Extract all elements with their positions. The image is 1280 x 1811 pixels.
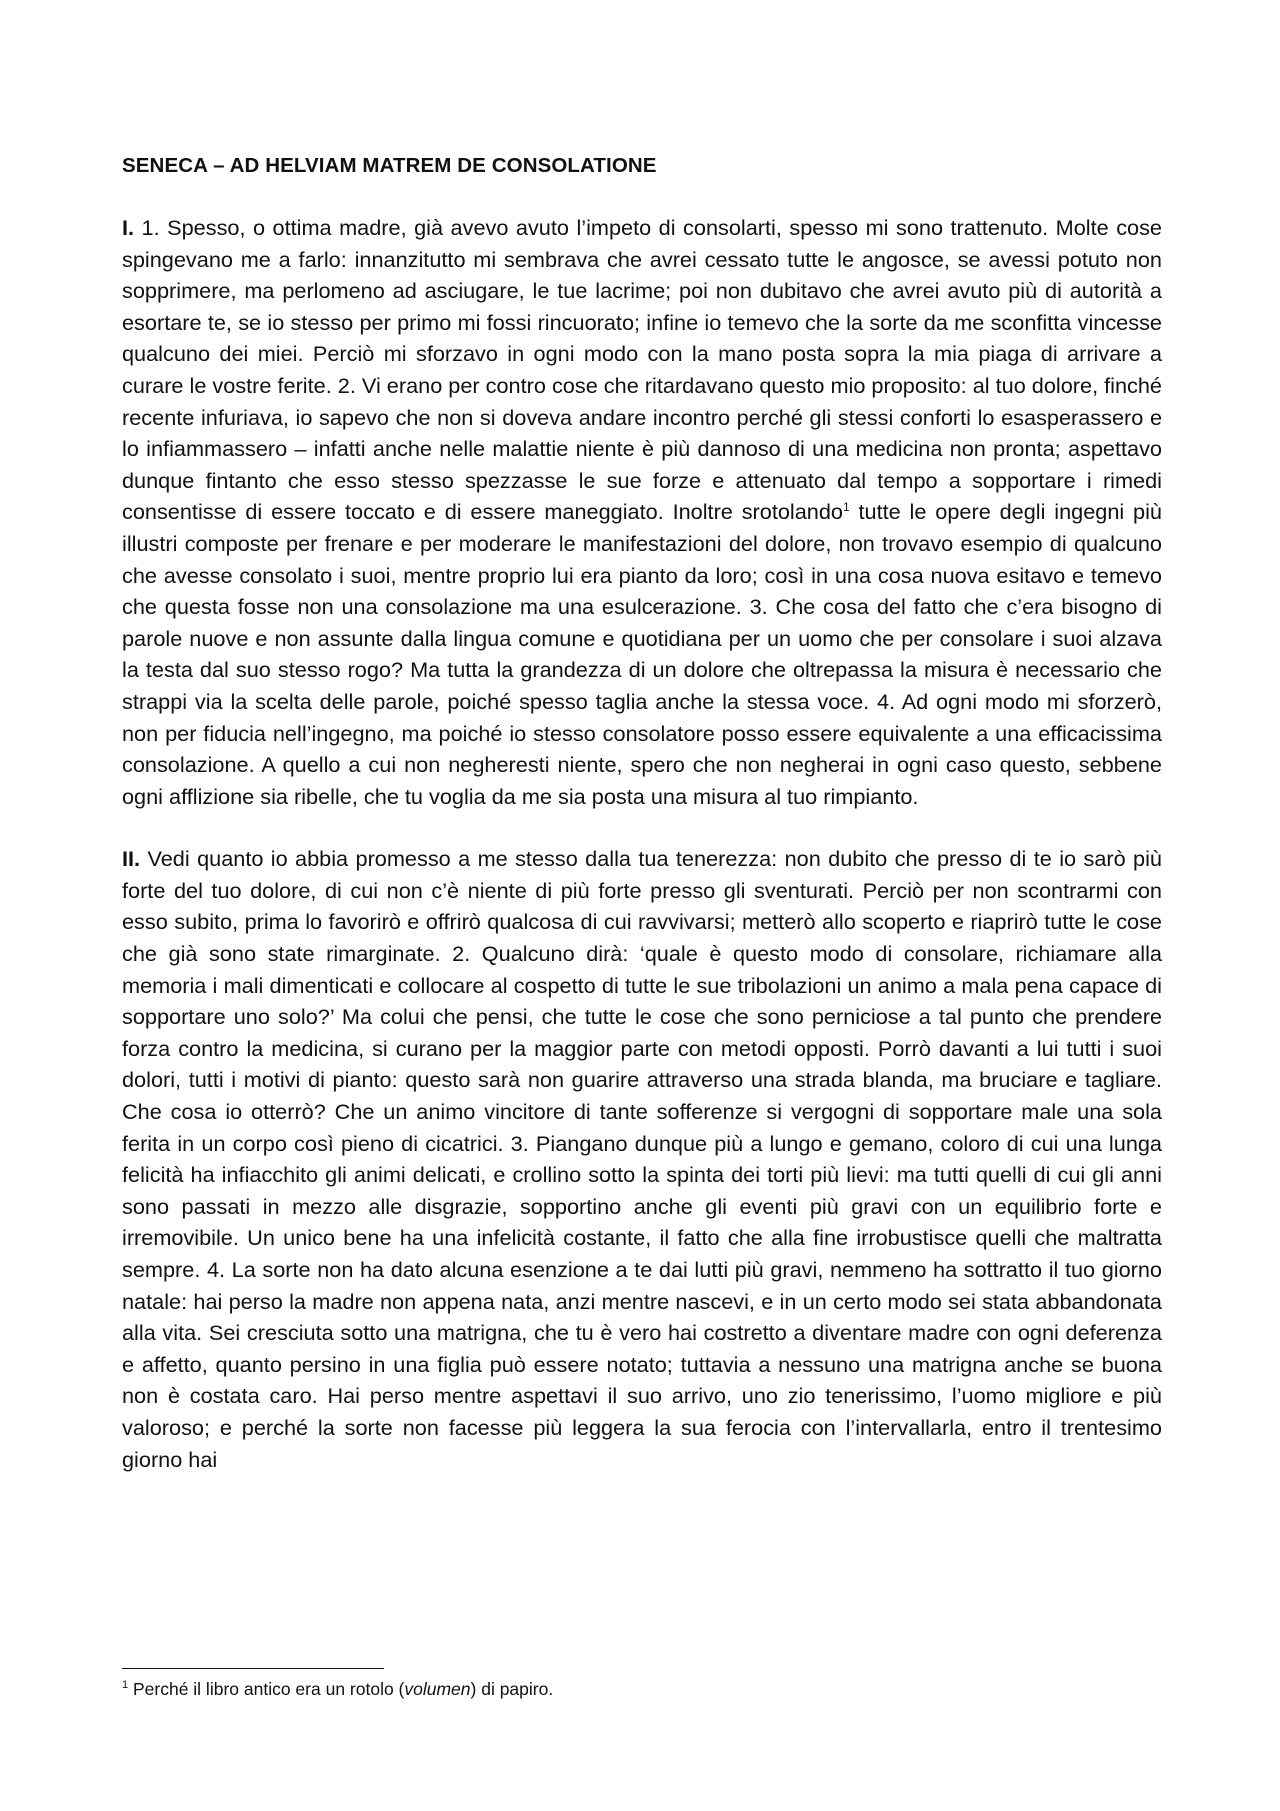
footnote-separator — [122, 1668, 384, 1669]
section-2-paragraph — [122, 843, 1162, 1475]
section-1-paragraph — [122, 212, 1162, 812]
footnote-text-a: Perché il libro antico era un rotolo ( — [128, 1679, 405, 1699]
section-1-text-a: 1. Spesso, o ottima madre, già avevo avuto l’impeto di consolarti, spesso mi sono trattenuto. Molte cose spingevano me a farlo: innanzitutto mi sembrava che avrei cessato tutte le angosce, se avessi potuto non sopprimere, ma perlomeno ad asciugare, le tue lacrime; poi non dubitavo che avrei avuto più di autorità a esortare te, se io stesso per primo mi fossi rincuorato; infine io temevo che la sorte da me sconfitta vincesse qualcuno dei miei. Perciò mi sforzavo in ogni modo con la mano posta sopra la mia piaga di arrivare a curare le vostre ferite. 2. Vi erano per contro cose che ritardavano questo mio proposito: al tuo dolore, finché recente infuriava, io sapevo che non si doveva andare incontro perché gli stessi conforti lo esasperassero e lo infiammassero – infatti anche nelle malattie niente è più dannoso di una medicina non pronta; aspettavo dunque fintanto che esso stesso spezzasse le sue forze e attenuato dal tempo a sopportare i rimedi consentisse di essere toccato e di essere maneggiato. Inoltre srotolando — [122, 215, 1162, 525]
section-2-text: Vedi quanto io abbia promesso a me stesso dalla tua tenerezza: non dubito che presso di te io sarò più forte del tuo dolore, di cui non c’è niente di più forte presso gli sventurati. Perciò per non scontrarmi con esso subito, prima lo favorirò e offrirò qualcosa di cui ravvivarsi; metterò allo scoperto e riaprirò tutte le cose che già sono state rimarginate. 2. Qualcuno dirà: ‘quale è questo modo di consolare, richiamare alla memoria i mali dimenticati e collocare al cospetto di tutte le sue tribolazioni un animo a mala pena capace di sopportare uno solo?’ Ma colui che pensi, che tutte le cose che sono perniciose a tal punto che prendere forza contro la medicina, si curano per la maggior parte con metodi opposti. Porrò davanti a lui tutti i suoi dolori, tutti i motivi di pianto: questo sarà non guarire attraverso una strada blanda, ma bruciare e tagliare. Che cosa io otterrò? Che un animo vincitore di tante sofferenze si vergogni di sopportare male una sola ferita in un corpo così pieno di cicatrici. 3. Piangano dunque più a lungo e gemano, coloro di cui una lunga felicità ha infiacchito gli animi delicati, e crollino sotto la spinta dei torti più lievi: ma tutti quelli di cui gli anni sono passati in mezzo alle disgrazie, sopportino anche gli eventi più gravi con un equilibrio forte e irremovibile. Un unico bene ha una infelicità costante, il fatto che alla fine irrobustisce quelli che maltratta sempre. 4. La sorte non ha dato alcuna esenzione a te dai lutti più gravi, nemmeno ha sottratto il tuo giorno natale: hai perso la madre non appena nata, anzi mentre nascevi, e in un certo modo sei stata abbandonata alla vita. Sei cresciuta sotto una matrigna, che tu è vero hai costretto a diventare madre con ogni deferenza e affetto, quanto persino in una figlia può essere notato; tuttavia a nessuno una matrigna anche se buona non è costata caro. Hai perso mentre aspettavi il suo arrivo, uno zio tenerissimo, l’uomo migliore e più valoroso; e perché la sorte non facesse più leggera la sua ferocia con l’intervallarla, entro il trentesimo giorno hai — [122, 846, 1162, 1472]
section-1-text-b: tutte le opere degli ingegni più illustri composte per frenare e per moderare le manifestazioni del dolore, non trovavo esempio di qualcuno che avesse consolato i suoi, mentre proprio lui era pianto da loro; così in una cosa nuova esitavo e temevo che questa fosse non una consolazione ma una esulcerazione. 3. Che cosa del fatto che c’era bisogno di parole nuove e non assunte dalla lingua comune e quotidiana per un uomo che per consolare i suoi alzava la testa dal suo stesso rogo? Ma tutta la grandezza di un dolore che oltrepassa la misura è necessario che strappi via la scelta delle parole, poiché spesso taglia anche la stessa voce. 4. Ad ogni modo mi sforzerò, non per fiducia nell’ingegno, ma poiché io stesso consolatore posso essere equivalente a una efficacissima consolazione. A quello a cui non negheresti niente, spero che non negherai in ogni caso questo, sebbene ogni afflizione sia ribelle, che tu voglia da me sia posta una misura al tuo rimpianto. — [122, 499, 1162, 809]
footnote-reference[interactable]: 1 — [842, 500, 850, 515]
document-page — [122, 150, 1162, 1506]
document-title: SENECA – AD HELVIAM MATREM DE CONSOLATIONE — [122, 154, 657, 177]
footnote-text-b: ) di papiro. — [470, 1679, 554, 1699]
section-2-numeral: II. — [122, 846, 141, 872]
section-1-numeral: I. — [122, 215, 135, 240]
footnote — [122, 1677, 1162, 1701]
footnote-marker: 1 — [122, 1679, 129, 1692]
footnote-italic-term: volumen — [404, 1679, 471, 1699]
